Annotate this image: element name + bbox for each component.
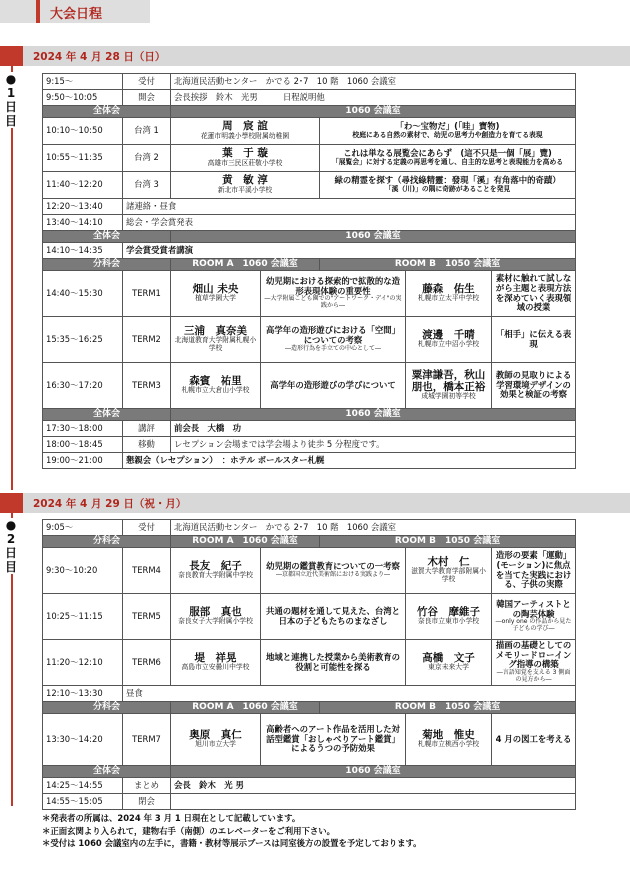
title-accent: [36, 0, 40, 23]
section-row: 分科会 ROOM A 1060 会議室 ROOM B 1050 会議室: [43, 259, 576, 271]
day2-date: 2024 年 4 月 29 日（祝・月）: [33, 498, 187, 510]
table-row: 9:50～10:05 開会 会長挨拶 鈴木 光男 日程説明他: [43, 90, 576, 106]
day2-schedule: [42, 519, 576, 810]
section-row: 分科会 ROOM A 1060 会議室 ROOM B 1050 会議室: [43, 702, 576, 714]
day2-header: [0, 493, 630, 513]
table-row: 14:55～15:05 閉会: [43, 794, 576, 810]
table-row: 12:10～13:30 昼食: [43, 686, 576, 702]
day1-date: 2024 年 4 月 28 日（日）: [33, 51, 166, 63]
table-row: 9:05～ 受付 北海道民活動センター かでる 2･7 10 階 1060 会議室: [43, 520, 576, 536]
table-row: 12:20～13:40 諸連絡・昼食: [43, 199, 576, 215]
table-row: 14:10～14:35 学会賞受賞者講演: [43, 243, 576, 259]
section-row: 全体会 1060 会議室: [43, 106, 576, 118]
day2-label: ● 2 日 目: [4, 518, 17, 574]
day1-line: [11, 66, 13, 490]
note: ＊正面玄関より入られて，建物右手（南側）のエレベーターをご利用下さい。: [42, 825, 335, 836]
table-row: 19:00～21:00 懇親会（レセプション） ：ホテル ポールスター札幌: [43, 453, 576, 469]
page-title: 大会日程: [50, 7, 103, 22]
table-row: 17:30～18:00 講評 前会長 大橋 功: [43, 421, 576, 437]
table-row: 15:35～16:25 TERM2 三浦 真奈美 北海道教育大学附属札幌小学校 高学年の造形遊びにおける「空間」についての考察 ―造形行為を手立ての中心として― 渡邊 千晴 札幌市立中沼小学校 「相手」に伝える表現: [43, 317, 576, 363]
table-row: 10:25～11:15 TERM5 服部 真也 奈良女子大学附属小学校 共通の題材を通して見えた、台湾と日本の子どもたちのまなざし 竹谷 摩維子 奈良市立東市小学校 韓国アーティストとの陶芸体験 ―only one の作品から見た子どもの学び―: [43, 594, 576, 640]
day1-header: [0, 46, 630, 66]
section-row: 全体会 1060 会議室: [43, 231, 576, 243]
note: ＊受付は 1060 会議室内の左手に，書籍・教材等展示ブースは同室後方の設置を予定しております。: [42, 838, 422, 848]
table-row: 9:30～10:20 TERM4 長友 紀子 奈良教育大学附属中学校 幼児期の鑑賞教育についての一考察 ―京都国立近代美術館における実践より― 木村 仁 滋賀大学教育学部附属小学校 造形の要素「運動」(モーション)に焦点を当てた実践における、子供の実際: [43, 548, 576, 594]
table-row: 14:25～14:55 まとめ 会長 鈴木 光 男: [43, 778, 576, 794]
table-row: 14:40～15:30 TERM1 畑山 未央 植草学園大学 幼児期における探索的で拡散的な造形表現体験の重要性 ―大学附属こども園での"アートワーク・デイ"の実践から― 藤森 佑生 札幌市立太平中学校 素材に触れて試しながら主題と表現方法を深めていく表現領域の授業: [43, 271, 576, 317]
section-row: 分科会 ROOM A 1060 会議室 ROOM B 1050 会議室: [43, 536, 576, 548]
table-row: 10:55～11:35 台湾 2 葉 于 璇 高雄市三民区莊敬小学校 これは単なる展覧会にあらず (這不只是一個「展」覽) 「展覧会」に対する定義の再思考を通し、自主的な思考と表現能力を高める: [43, 145, 576, 172]
day1-label: ● 1 日 目: [4, 72, 17, 128]
day1-schedule: [42, 73, 576, 469]
table-row: 9:15～ 受付 北海道民活動センター かでる 2･7 10 階 1060 会議室: [43, 74, 576, 90]
table-row: 11:40～12:20 台湾 3 黄 敏 淳 新北市平溪小学校 緑の精霊を探す（尋找綠精靈：發現「溪」有角落中的奇蹟） 「溪（川)」の隅に奇跡があることを発見: [43, 172, 576, 199]
table-row: 16:30～17:20 TERM3 森賓 祐里 札幌市立大倉山小学校 高学年の造形遊びの学びについて 粟津謙吾，秋山朋也，橋本正裕 成城学園初等学校 教師の見取りによる学習環境デザインの効果と検証の考察: [43, 363, 576, 409]
table-row: 18:00～18:45 移動 レセプション会場までは学会場より徒歩 5 分程度です。: [43, 437, 576, 453]
section-row: 全体会 1060 会議室: [43, 409, 576, 421]
footnotes: [42, 812, 422, 850]
table-row: 11:20～12:10 TERM6 堤 祥晃 高島市立安曇川中学校 地域と連携した授業から美術教育の役割と可能性を探る 高橋 文子 東京未来大学 描画の基礎としてのメモリードローイング指導の構築 ―言語知覚を支える 3 側面の見方から―: [43, 640, 576, 686]
table-row: 10:10～10:50 台湾 1 周 宸 誼 花蓮市明義小學校附属幼稚園 「わ～宝物だ」(「哇」寶物) 校庭にある自然の素材で、幼児の思考力や創造力を育てる表現: [43, 118, 576, 145]
table-row: 13:40～14:10 総会・学会賞発表: [43, 215, 576, 231]
section-row: 全体会 1060 会議室: [43, 766, 576, 778]
note: ＊発表者の所属は、2024 年 3 月 1 日現在として記載しています。: [42, 813, 301, 823]
table-row: 13:30～14:20 TERM7 奥原 真仁 旭川市立大学 高齢者へのアート作品を活用した対話型鑑賞「おしゃべりアート鑑賞」によるうつの予防効果 菊地 惟史 札幌市立桃西小学校 4 月の図工を考える: [43, 714, 576, 766]
